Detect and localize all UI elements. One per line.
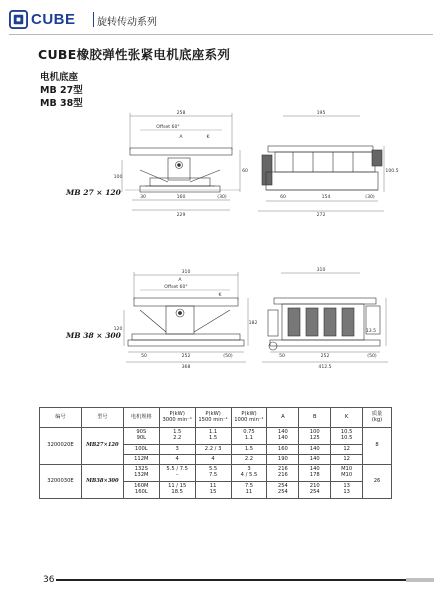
subtitle-category: 电机底座 <box>40 72 79 83</box>
cell-model: MB38×300 <box>81 465 123 499</box>
spec-table <box>39 407 392 499</box>
mb27-h1: 100 <box>113 175 123 180</box>
cell-p1000: 7.5 11 <box>231 482 267 499</box>
mb27-dim-b: 160 <box>176 195 186 200</box>
col-weight: 质量 (kg) <box>363 408 392 428</box>
mb27-k: K <box>206 135 210 140</box>
mb38-dim-top: 310 <box>181 270 191 275</box>
cell-p3000: 1.5 2.2 <box>159 428 195 445</box>
cell-b: 140 <box>299 445 331 455</box>
cell-p1500: 5.5 7.5 <box>195 465 231 482</box>
cell-b: 100 125 <box>299 428 331 445</box>
mb27-front-view <box>122 113 240 210</box>
col-k: K <box>331 408 363 428</box>
table-row <box>40 428 392 445</box>
cell-a: 254 254 <box>267 482 299 499</box>
cell-p1000: 1.5 <box>231 445 267 455</box>
mb27-dim-c: (30) <box>217 195 227 200</box>
cell-a: 216 216 <box>267 465 299 482</box>
cell-p1000: 3 4 / 5.5 <box>231 465 267 482</box>
mb27-a: A <box>179 135 183 140</box>
cell-code: 3200020E <box>40 428 82 465</box>
mb27-h2: 60 <box>242 169 248 174</box>
col-frame: 电机规格 <box>123 408 159 428</box>
mb27-side-c: (30) <box>365 195 375 200</box>
header-divider <box>93 12 94 27</box>
cell-model: MB27×120 <box>81 428 123 465</box>
col-p1500: P(kW) 1500 min⁻¹ <box>195 408 231 428</box>
cell-weight: 8 <box>363 428 392 465</box>
mb27-drawing-label: MB 27 × 120 <box>66 188 121 197</box>
subtitle-mb38: MB 38型 <box>40 98 83 109</box>
table-row <box>40 465 392 482</box>
cell-k: 13 13 <box>331 482 363 499</box>
cell-frame: 112M <box>123 455 159 465</box>
mb38-dim-a: 50 <box>141 354 147 359</box>
spec-table-wrap <box>39 407 392 499</box>
mb27-side-bottom: 272 <box>316 213 326 218</box>
cell-p3000: 11 / 15 18.5 <box>159 482 195 499</box>
cube-logo-icon <box>9 10 28 29</box>
mb38-side-bottom: 412.5 <box>318 365 332 370</box>
cell-p1500: 4 <box>195 455 231 465</box>
table-header-row <box>40 408 392 428</box>
mb38-side-view <box>262 273 388 362</box>
cell-a: 190 <box>267 455 299 465</box>
cell-k: 10.5 10.5 <box>331 428 363 445</box>
footer-accent <box>406 578 434 582</box>
cell-code: 3200030E <box>40 465 82 499</box>
page-title: CUBE橡胶弹性张紧电机底座系列 <box>38 47 231 62</box>
cell-a: 160 <box>267 445 299 455</box>
mb38-side-h: 13.5 <box>365 329 377 334</box>
cell-b: 210 254 <box>299 482 331 499</box>
cell-weight: 26 <box>363 465 392 499</box>
mb27-dim-a: 30 <box>140 195 146 200</box>
cell-p3000: 4 <box>159 455 195 465</box>
mb27-side-view <box>258 116 384 211</box>
subtitle-mb27: MB 27型 <box>40 85 83 96</box>
mb38-offset: Offset 60° <box>164 285 188 290</box>
mb38-h2: 182 <box>248 321 258 326</box>
mb27-side-b: 154 <box>321 195 331 200</box>
mb38-dim-b: 252 <box>181 354 191 359</box>
mb38-front-view <box>124 272 248 362</box>
mb27-dim-top: 258 <box>176 111 186 116</box>
cell-p1500: 1.1 1.5 <box>195 428 231 445</box>
mb38-h1: 120 <box>113 327 123 332</box>
cell-b: 140 178 <box>299 465 331 482</box>
mb38-k: K <box>218 293 222 298</box>
cell-p1500: 11 15 <box>195 482 231 499</box>
mb38-side-b: 252 <box>320 354 330 359</box>
page-header <box>9 10 433 30</box>
mb27-dim-bottom: 229 <box>176 213 186 218</box>
cell-frame: 132S 132M <box>123 465 159 482</box>
cell-p1000: 2.2 <box>231 455 267 465</box>
cell-k: M10 M10 <box>331 465 363 482</box>
col-p3000: P(kW) 3000 min⁻¹ <box>159 408 195 428</box>
cell-p3000: 5.5 / 7.5 – <box>159 465 195 482</box>
cell-p1000: 0.75 1.1 <box>231 428 267 445</box>
mb27-offset: Offset 60° <box>156 125 180 130</box>
header-rule <box>9 34 433 35</box>
mb38-a: A <box>178 278 182 283</box>
cell-p3000: 3 <box>159 445 195 455</box>
mb38-side-a: 50 <box>279 354 285 359</box>
cell-frame: 90S 90L <box>123 428 159 445</box>
mb38-drawing-label: MB 38 × 300 <box>66 331 121 340</box>
mb27-side-h: 100.5 <box>385 169 399 174</box>
cell-b: 140 <box>299 455 331 465</box>
col-a: A <box>267 408 299 428</box>
col-model: 型号 <box>81 408 123 428</box>
series-label: 旋转传动系列 <box>97 17 157 28</box>
cell-frame: 160M 160L <box>123 482 159 499</box>
page-number: 36 <box>43 575 55 585</box>
brand-name: CUBE <box>31 11 76 28</box>
mb27-side-a: 60 <box>280 195 286 200</box>
cell-p1500: 2.2 / 3 <box>195 445 231 455</box>
mb38-side-top: 310 <box>316 268 326 273</box>
cell-a: 140 140 <box>267 428 299 445</box>
mb38-dim-c: (50) <box>223 354 233 359</box>
mb38-dim-bottom: 368 <box>181 365 191 370</box>
mb38-side-c: (50) <box>367 354 377 359</box>
col-b: B <box>299 408 331 428</box>
col-code: 编号 <box>40 408 82 428</box>
col-p1000: P(kW) 1000 min⁻¹ <box>231 408 267 428</box>
cell-k: 12 <box>331 445 363 455</box>
cell-k: 12 <box>331 455 363 465</box>
cell-frame: 100L <box>123 445 159 455</box>
footer-rule <box>56 579 406 581</box>
mb27-side-top: 195 <box>316 111 326 116</box>
